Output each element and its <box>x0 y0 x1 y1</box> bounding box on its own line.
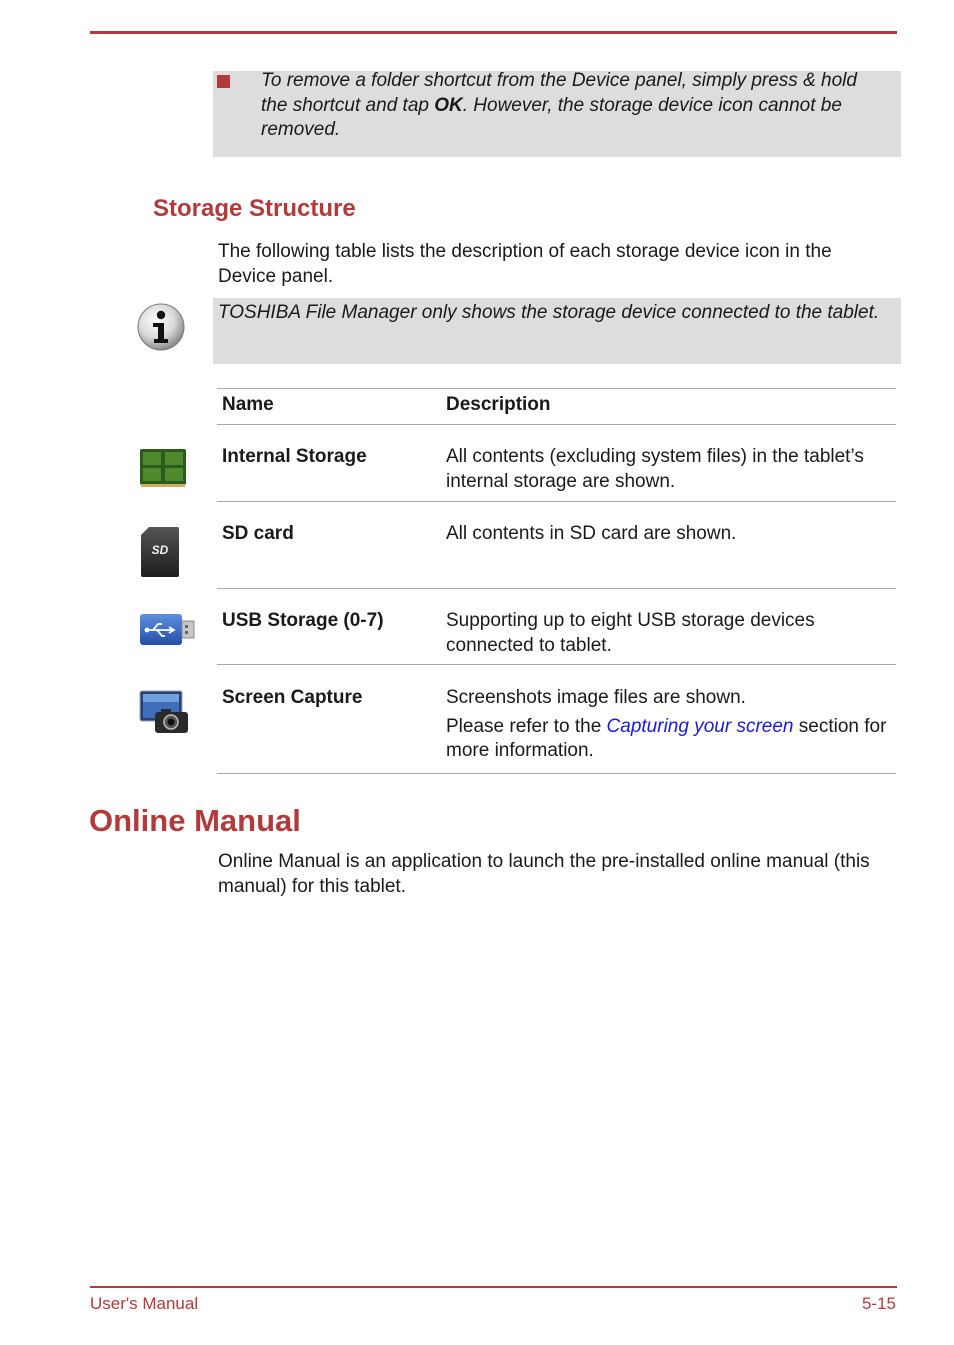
table-row-name: SD card <box>222 523 294 544</box>
footer-page-number: 5-15 <box>861 1294 896 1313</box>
svg-text:SD: SD <box>151 543 169 557</box>
table-header-border <box>217 424 896 425</box>
table-row-name: USB Storage (0-7) <box>222 610 384 631</box>
usb-icon <box>139 613 195 647</box>
screen-capture-icon <box>139 690 189 734</box>
table-bottom-border <box>217 773 896 774</box>
section-heading-online-manual: Online Manual <box>89 803 301 838</box>
table-row-description: Supporting up to eight USB storage devices connected to tablet. <box>446 610 815 656</box>
storage-intro-paragraph: The following table lists the description of each storage device icon in the Device panel. <box>218 241 832 287</box>
info-note-text: TOSHIBA File Manager only shows the storage device connected to the tablet. <box>218 302 880 323</box>
table-row-reference <box>446 715 896 764</box>
table-row-name: Screen Capture <box>222 687 363 708</box>
table-header-description: Description <box>446 394 551 415</box>
note-text <box>261 69 881 143</box>
sd-card-icon <box>140 526 180 578</box>
bottom-rule <box>90 1286 897 1288</box>
table-row-description: All contents (excluding system files) in the tablet’s internal storage are shown. <box>446 446 864 492</box>
reference-text: section for more information. <box>446 715 887 761</box>
bullet-square-icon <box>217 75 230 88</box>
table-row-name: Internal Storage <box>222 446 367 467</box>
table-header-name: Name <box>222 394 274 415</box>
info-icon <box>136 302 186 352</box>
online-manual-paragraph: Online Manual is an application to launch the pre-installed online manual (this manual) for this tablet. <box>218 851 870 897</box>
reference-text: Please refer to the <box>446 715 607 737</box>
table-row-description: All contents in SD card are shown. <box>446 523 737 544</box>
note-text-part: . However, the storage device icon cannot be removed. <box>261 94 842 140</box>
table-row-description-block <box>446 686 896 764</box>
memory-chip-icon <box>139 448 187 488</box>
table-row-border <box>217 664 896 665</box>
table-row-border <box>217 501 896 502</box>
table-top-border <box>217 388 896 389</box>
table-row-border <box>217 588 896 589</box>
capturing-your-screen-link[interactable]: Capturing your screen <box>606 715 794 737</box>
section-heading-storage-structure: Storage Structure <box>153 195 356 222</box>
footer-manual-title: User's Manual <box>90 1294 199 1313</box>
top-rule <box>90 31 897 34</box>
note-text-part: To remove a folder shortcut from the Device panel, simply press & hold the shortcut and tap <box>261 70 857 116</box>
table-row-description: Screenshots image files are shown. <box>446 687 746 708</box>
note-bold-ok: OK <box>434 94 463 116</box>
